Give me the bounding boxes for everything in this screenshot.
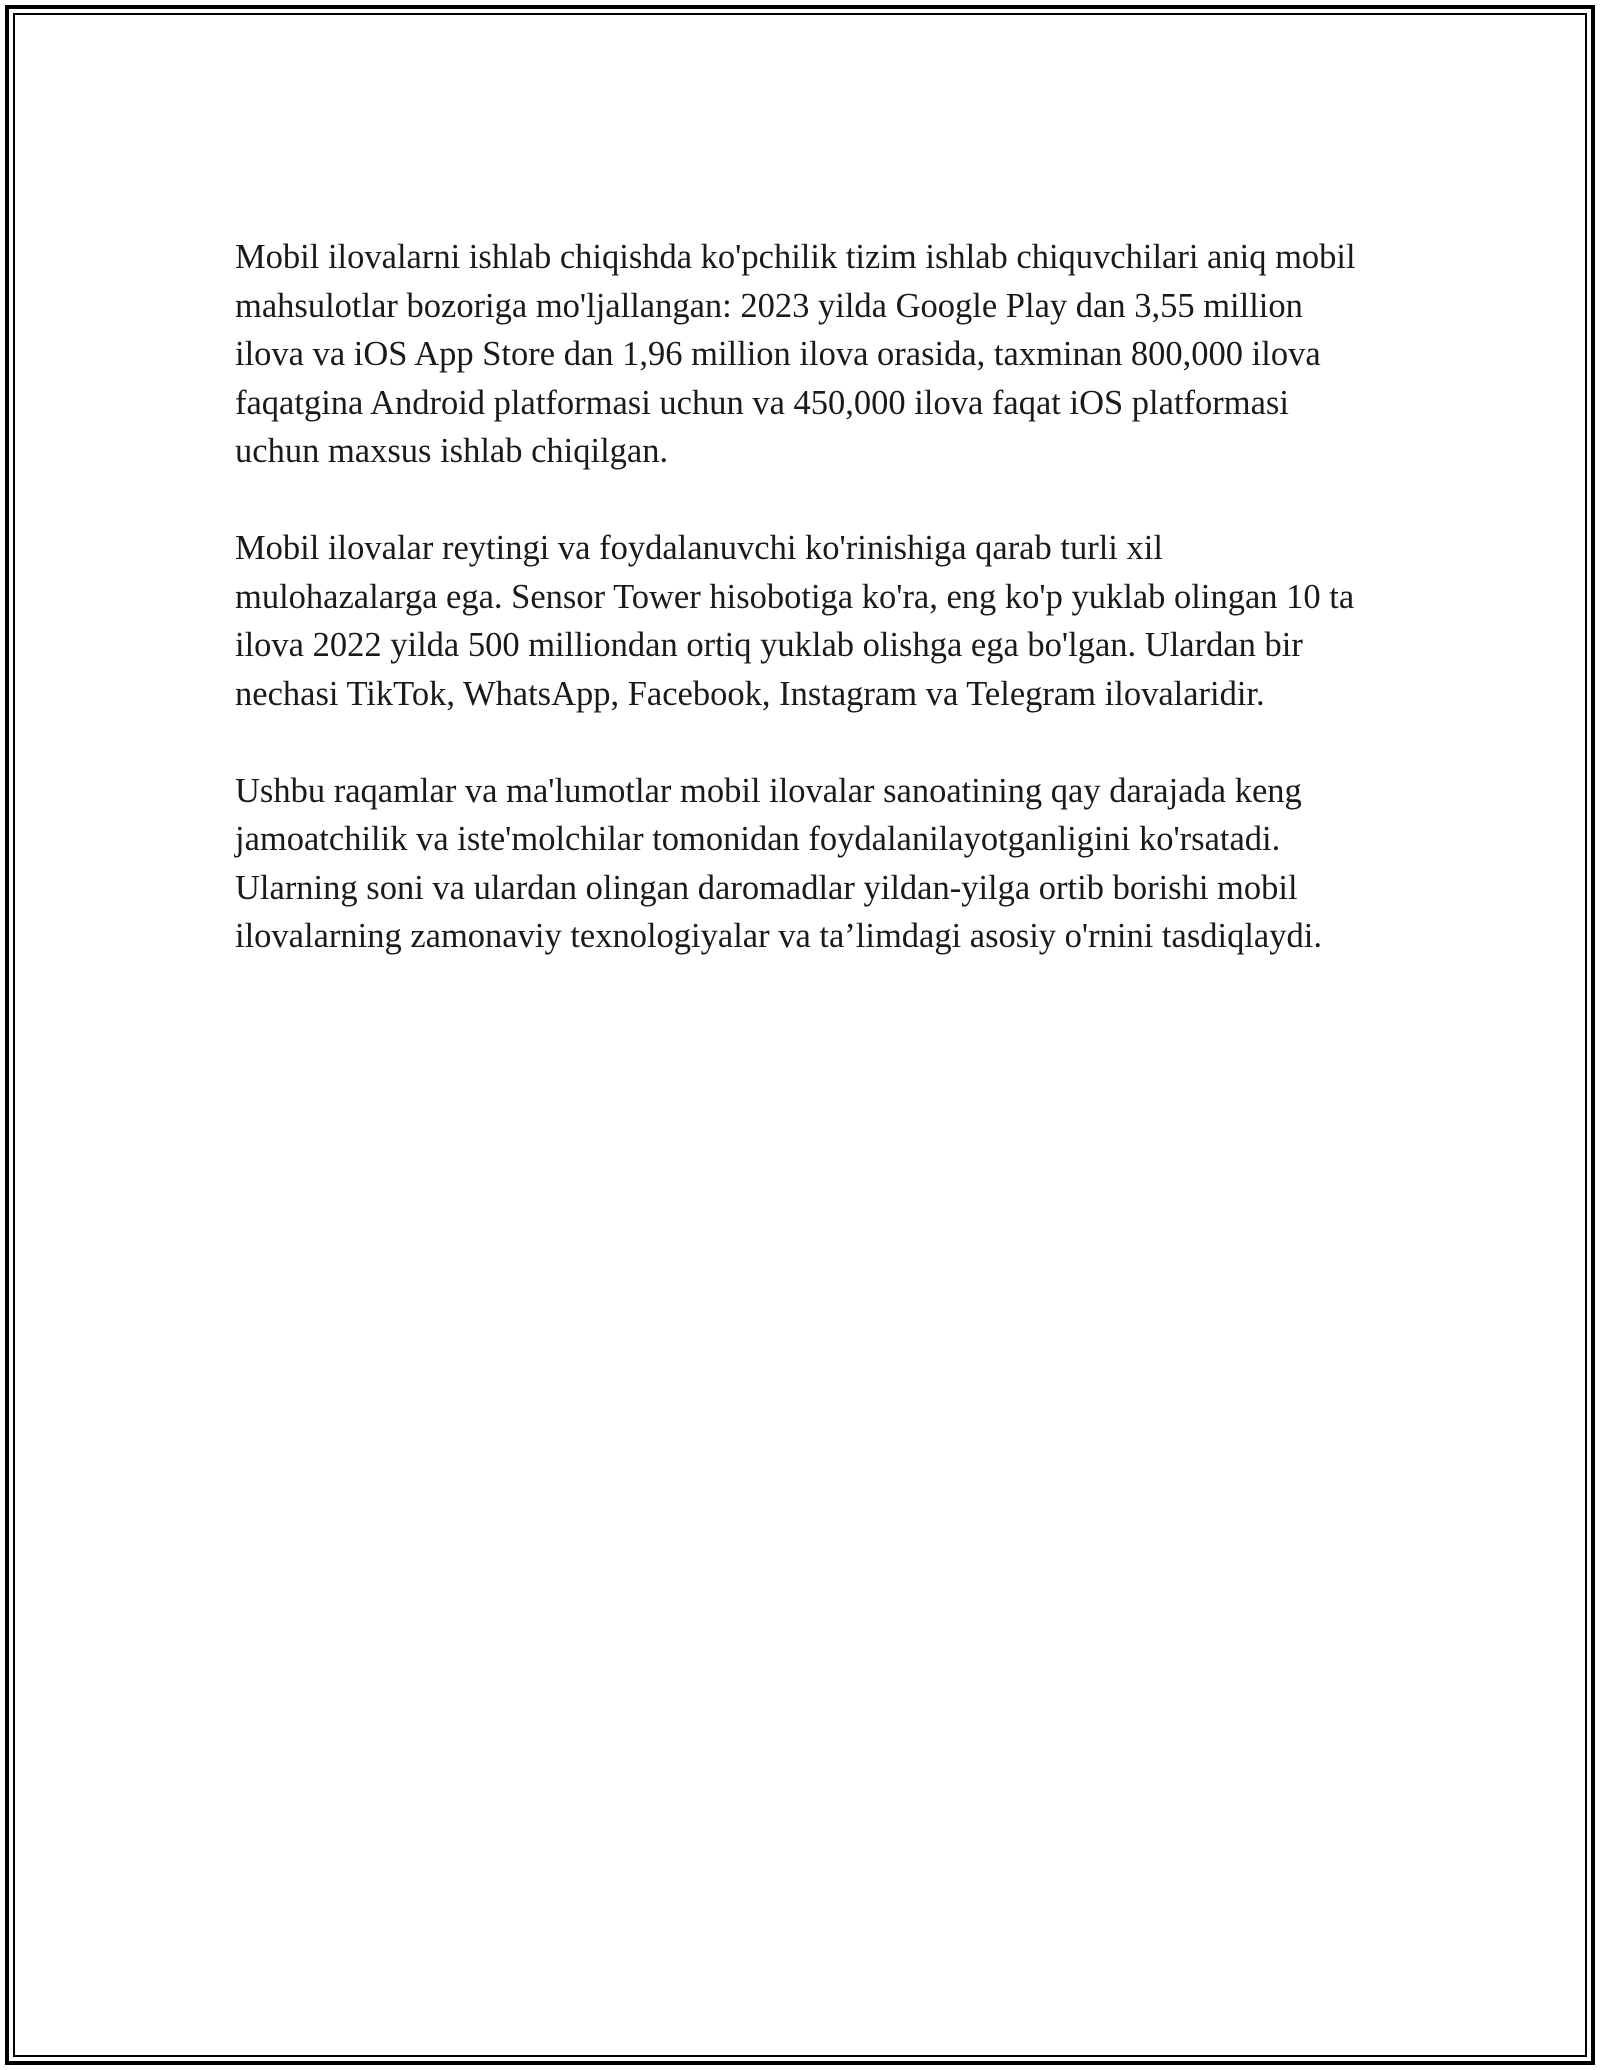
document-body: [235, 233, 1365, 1009]
paragraph-1: Mobil ilovalarni ishlab chiqishda ko'pchilik tizim ishlab chiquvchilari aniq mobil mahsulotlar bozoriga mo'ljallangan: 2023 yilda Google Play dan 3,55 million ilova va iOS App Store dan 1,96 million ilova orasida, taxminan 800,000 ilova faqatgina Android platformasi uchun va 450,000 ilova faqat iOS platformasi uchun maxsus ishlab chiqilgan.: [235, 238, 1356, 470]
paragraph-3: Ushbu raqamlar va ma'lumotlar mobil ilovalar sanoatining qay darajada keng jamoatchilik va iste'molchilar tomonidan foydalanilayotganligini ko'rsatadi. Ularning soni va ulardan olingan daromadlar yildan-yilga ortib borishi mobil ilovalarning zamonaviy texnologiyalar va ta’limdagi asosiy o'rnini tasdiqlaydi.: [235, 771, 1322, 955]
paragraph-2: Mobil ilovalar reytingi va foydalanuvchi ko'rinishiga qarab turli xil mulohazalarga ega. Sensor Tower hisobotiga ko'ra, eng ko'p yuklab olingan 10 ta ilova 2022 yilda 500 milliondan ortiq yuklab olishga ega bo'lgan. Ulardan bir nechasi TikTok, WhatsApp, Facebook, Instagram va Telegram ilovalaridir.: [235, 529, 1355, 713]
